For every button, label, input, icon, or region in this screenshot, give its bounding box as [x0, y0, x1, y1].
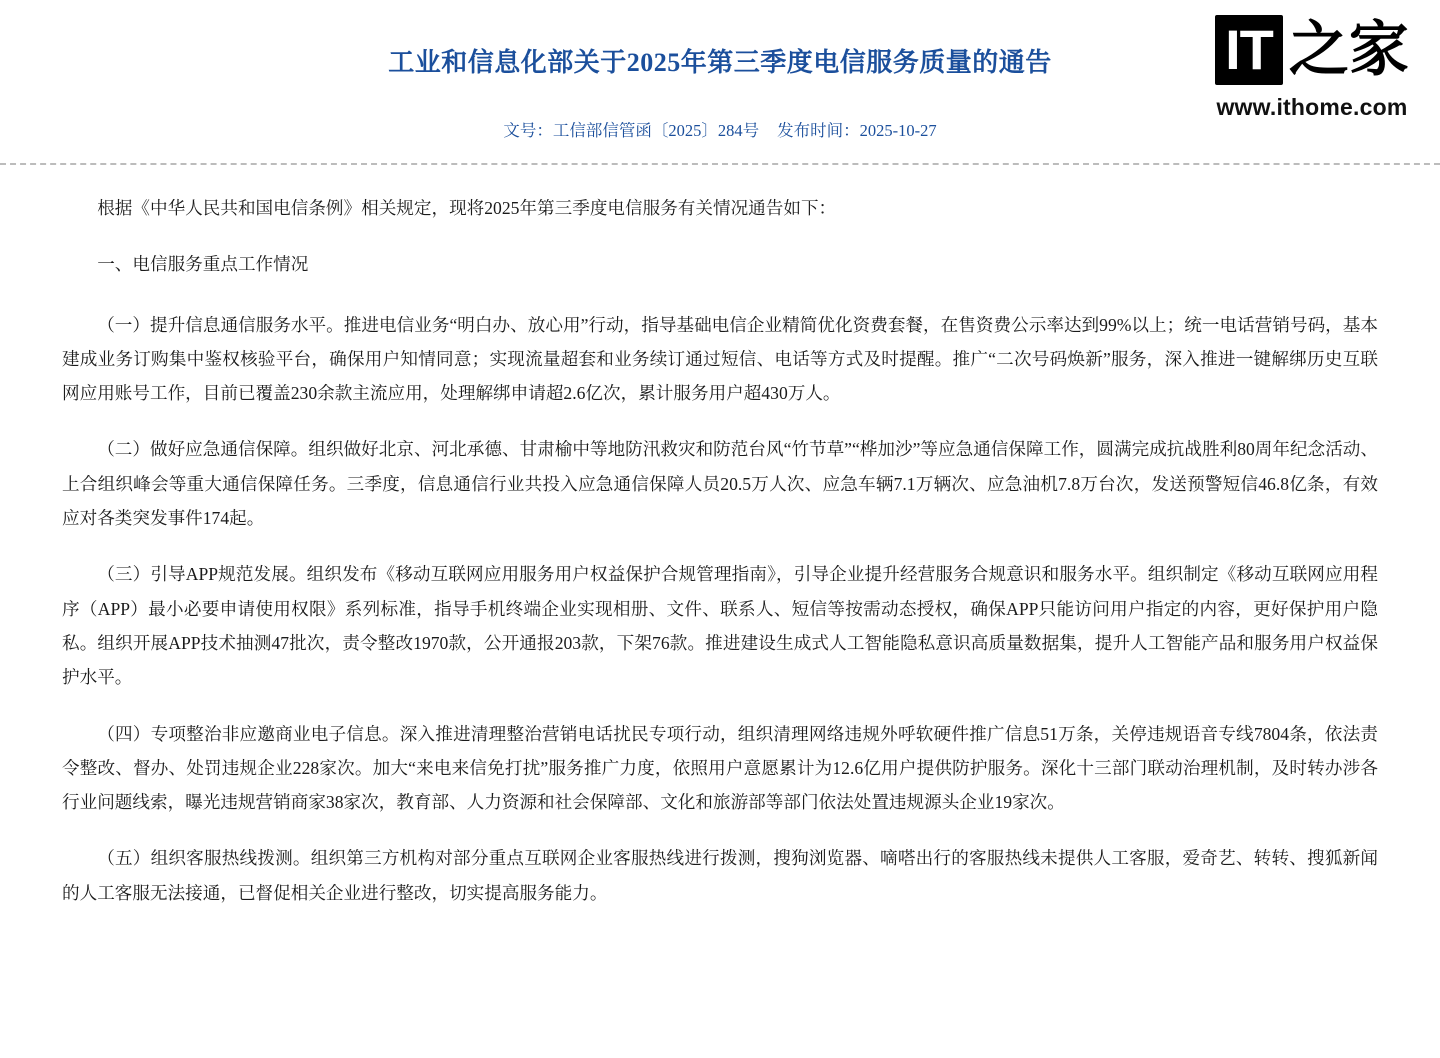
page-title: 工业和信息化部关于2025年第三季度电信服务质量的通告 — [388, 48, 1052, 77]
publish-date-label: 发布时间： — [777, 121, 860, 140]
site-logo — [1202, 12, 1422, 121]
document-body — [0, 165, 1440, 910]
paragraph-item-3: （三）引导APP规范发展。组织发布《移动互联网应用服务用户权益保护合规管理指南》，引导企业提升经营服务合规意识和服务水平。组织制定《移动互联网应用程序（APP）最小必要申请使用权限》系列标准，指导手机终端企业实现相册、文件、联系人、短信等按需动态授权，确保APP只能访问用户指定的内容，更好保护用户隐私。组织开展APP技术抽测47批次，责令整改1970款，公开通报203款，下架76款。推进建设生成式人工智能隐私意识高质量数据集，提升人工智能产品和服务用户权益保护水平。 — [62, 564, 1378, 688]
logo-mark — [1202, 12, 1422, 88]
paragraph-intro: 根据《中华人民共和国电信条例》相关规定，现将2025年第三季度电信服务有关情况通告如下： — [97, 198, 837, 218]
paragraph-item-2: （二）做好应急通信保障。组织做好北京、河北承德、甘肃榆中等地防汛救灾和防范台风“竹节草”“桦加沙”等应急通信保障工作，圆满完成抗战胜利80周年纪念活动、上合组织峰会等重大通信保障任务。三季度，信息通信行业共投入应急通信保障人员20.5万人次、应急车辆7.1万辆次、应急油机7.8万台次，发送预警短信46.8亿条，有效应对各类突发事件174起。 — [62, 439, 1378, 529]
logo-cjk-text: 之家 — [1288, 17, 1409, 83]
section-heading-one: 一、电信服务重点工作情况 — [97, 254, 309, 275]
doc-number-label: 文号： — [503, 121, 553, 140]
document-meta — [150, 117, 1290, 141]
paragraph-item-5: （五）组织客服热线拨测。组织第三方机构对部分重点互联网企业客服热线进行拨测，搜狗浏览器、嘀嗒出行的客服热线未提供人工客服，爱奇艺、转转、搜狐新闻的人工客服无法接通，已督促相关企业进行整改，切实提高服务能力。 — [62, 848, 1378, 903]
logo-url: www.ithome.com — [1216, 94, 1408, 120]
logo-it-badge: IT — [1215, 15, 1283, 85]
paragraph-item-1: （一）提升信息通信服务水平。推进电信业务“明白办、放心用”行动，指导基础电信企业精简优化资费套餐，在售资费公示率达到99%以上；统一电话营销号码，基本建成业务订购集中鉴权核验平台，确保用户知情同意；实现流量超套和业务续订通过短信、电话等方式及时提醒。推广“二次号码焕新”服务，深入推进一键解绑历史互联网应用账号工作，目前已覆盖230余款主流应用，处理解绑申请超2.6亿次，累计服务用户超430万人。 — [62, 314, 1378, 404]
doc-number-value: 工信部信管函〔2025〕284号 — [552, 121, 760, 140]
publish-date-value: 2025-10-27 — [859, 121, 937, 140]
paragraph-item-4: （四）专项整治非应邀商业电子信息。深入推进清理整治营销电话扰民专项行动，组织清理网络违规外呼软硬件推广信息51万条，关停违规语音专线7804条，依法责令整改、督办、处罚违规企业228家次。加大“来电来信免打扰”服务推广力度，依照用户意愿累计为12.6亿用户提供防护服务。深化十三部门联动治理机制，及时转办涉各行业问题线索，曝光违规营销商家38家次，教育部、人力资源和社会保障部、文化和旅游部等部门依法处置违规源头企业19家次。 — [62, 723, 1378, 813]
